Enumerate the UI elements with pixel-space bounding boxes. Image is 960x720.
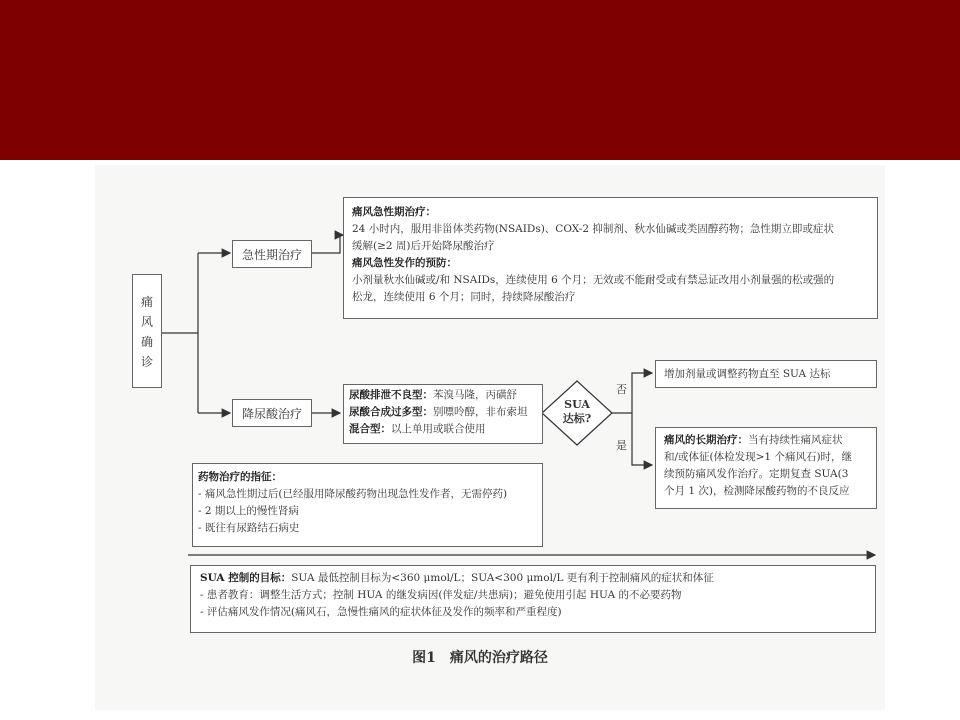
target-line-1: SUA 最低控制目标为<360 μmol/L；SUA<300 μmol/L 更有利于控制痛风的症状和体征 — [291, 572, 714, 584]
diagnosis-box — [132, 274, 162, 388]
long-term-line-1: 当有持续性痛风症状 — [748, 434, 843, 446]
yes-label: 是 — [616, 439, 627, 452]
acute-treatment-label: 急性期治疗 — [241, 247, 302, 262]
diagnosis-char: 风 — [140, 315, 153, 329]
prevention-line-2: 松龙，连续使用 6 个月；同时，持续降尿酸治疗 — [352, 291, 576, 303]
type1-label: 尿酸排泄不良型： — [349, 389, 433, 401]
indication-item-3: - 既往有尿路结石病史 — [198, 522, 300, 534]
diagnosis-char: 确 — [140, 335, 153, 349]
increase-dose-text: 增加剂量或调整药物直至 SUA 达标 — [664, 367, 831, 380]
diagnosis-char: 诊 — [140, 355, 153, 369]
urate-lowering-box — [232, 399, 312, 427]
target-box — [190, 565, 876, 633]
type2-label: 尿酸合成过多型： — [349, 406, 433, 418]
urate-lowering-label: 降尿酸治疗 — [241, 406, 302, 421]
decision-line-1: SUA — [564, 398, 590, 411]
increase-dose-box — [655, 360, 877, 388]
long-term-title: 痛风的长期治疗： — [664, 434, 748, 446]
decision-label — [552, 398, 602, 426]
no-label: 否 — [616, 383, 627, 396]
indication-item-1: - 痛风急性期过后(已经服用降尿酸药物出现急性发作者，无需停药) — [198, 488, 508, 500]
target-line-3: - 评估痛风发作情况(痛风石，急慢性痛风的症状体征及发作的频率和严重程度) — [200, 606, 562, 618]
long-term-line-2: 和/或体征(体检发现>1 个痛风石)时，继 — [664, 451, 853, 463]
acute-line-2: 缓解(≥2 周)后开始降尿酸治疗 — [352, 240, 495, 252]
acute-treatment-box — [232, 240, 312, 268]
acute-title: 痛风急性期治疗： — [352, 206, 436, 218]
type2-drugs: 别嘌呤醇，非布索坦 — [433, 406, 528, 418]
decision-line-2: 达标? — [562, 412, 592, 425]
target-title: SUA 控制的目标： — [200, 572, 292, 584]
prevention-line-1: 小剂量秋水仙碱或/和 NSAIDs，连续使用 6 个月；无效或不能耐受或有禁忌证改用小剂量强的松或强的 — [352, 274, 835, 286]
arrow-to-acute-detail — [312, 235, 343, 253]
diagnosis-char: 痛 — [140, 295, 153, 309]
figure-caption: 图1 痛风的治疗路径 — [412, 650, 548, 666]
type3-drugs: 以上单用或联合使用 — [391, 423, 486, 435]
type3-label: 混合型： — [349, 423, 391, 435]
indication-title: 药物治疗的指征： — [198, 471, 282, 483]
prevention-title: 痛风急性发作的预防： — [352, 257, 457, 269]
acute-line-1: 24 小时内，服用非甾体类药物(NSAIDs)、COX-2 抑制剂、秋水仙碱或类固醇药物；急性期立即或症状 — [352, 223, 834, 235]
target-line-2: - 患者教育：调整生活方式；控制 HUA 的继发病因(伴发症/共患病)；避免使用引起 HUA 的不必要药物 — [200, 589, 682, 601]
urate-types-box — [343, 384, 543, 444]
type1-drugs: 苯溴马隆，丙磺舒 — [433, 389, 517, 401]
long-term-line-3: 续预防痛风发作治疗。定期复查 SUA(3 — [664, 468, 849, 480]
arrow-yes-branch — [632, 413, 652, 465]
indication-item-2: - 2 期以上的慢性肾病 — [198, 505, 299, 517]
indication-box — [192, 463, 543, 547]
long-term-box — [655, 427, 877, 509]
acute-detail-box — [343, 197, 878, 319]
long-term-line-4: 个月 1 次)，检测降尿酸药物的不良反应 — [664, 485, 850, 497]
